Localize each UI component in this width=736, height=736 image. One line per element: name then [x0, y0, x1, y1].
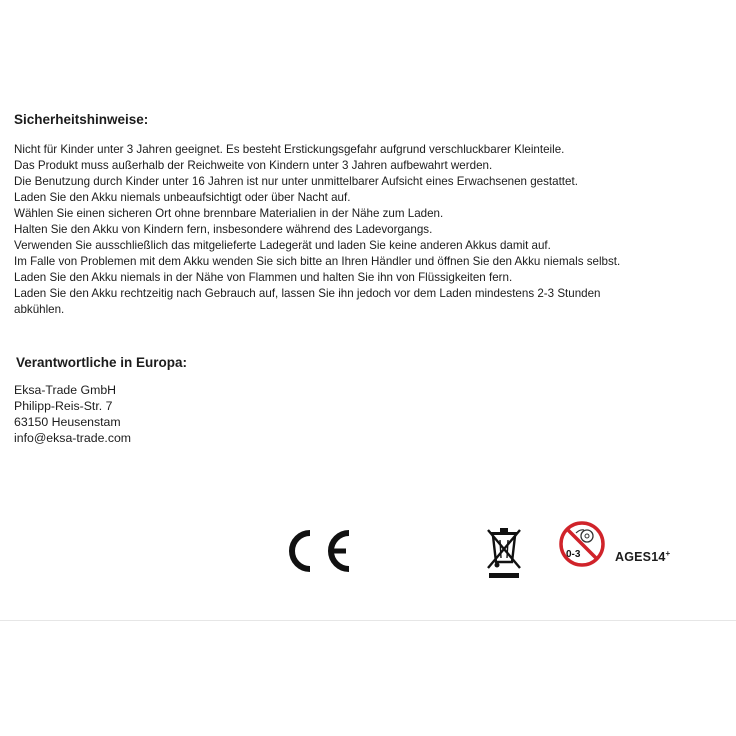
- email-address: info@eksa-trade.com: [14, 431, 132, 445]
- postal-city: 63150 Heusenstam: [14, 415, 121, 429]
- ages-number: 14: [651, 550, 666, 565]
- safety-line: Die Benutzung durch Kinder unter 16 Jahren ist nur unter unmittelbarer Aufsicht eines Erwachsenen gestattet.: [14, 175, 578, 188]
- crossed-out-wheelie-bin-icon: [484, 524, 524, 580]
- ce-c-shape: [292, 533, 310, 569]
- safety-line: Laden Sie den Akku rechtzeitig nach Gebrauch auf, lassen Sie ihn jedoch vor dem Laden mindestens 2-3 Stunden: [14, 287, 601, 300]
- safety-line: abkühlen.: [14, 303, 65, 316]
- bottom-divider: [0, 620, 736, 621]
- safety-line: Wählen Sie einen sicheren Ort ohne brennbare Materialien in der Nähe zum Laden.: [14, 207, 444, 220]
- not-for-0-3-years-icon: [556, 519, 610, 569]
- safety-line: Laden Sie den Akku niemals unbeaufsichtigt oder über Nacht auf.: [14, 191, 351, 204]
- ages-prefix: AGES: [615, 550, 652, 565]
- safety-line: Verwenden Sie ausschließlich das mitgelieferte Ladegerät und laden Sie keine anderen Akkus damit auf.: [14, 239, 551, 252]
- ce-marking-icon: [283, 527, 353, 575]
- safety-line: Das Produkt muss außerhalb der Reichweite von Kindern unter 3 Jahren aufbewahrt werden.: [14, 159, 493, 172]
- address-block: [14, 382, 131, 446]
- safety-line: Im Falle von Problemen mit dem Akku wenden Sie sich bitte an Ihren Händler und öffnen Sie den Akku niemals selbst.: [14, 255, 621, 268]
- ages-14-plus-label: [615, 549, 670, 564]
- safety-heading: Sicherheitshinweise:: [14, 112, 149, 127]
- safety-instructions-list: [14, 142, 620, 318]
- safety-line: Nicht für Kinder unter 3 Jahren geeignet. Es besteht Erstickungsgefahr aufgrund verschluckbarer Kleinteile.: [14, 143, 565, 156]
- company-name: Eksa-Trade GmbH: [14, 383, 117, 397]
- safety-line: Halten Sie den Akku von Kindern fern, insbesondere während des Ladevorgangs.: [14, 223, 433, 236]
- responsible-person-heading: Verantwortliche in Europa:: [16, 355, 188, 370]
- ages-suffix: +: [665, 549, 671, 558]
- street-address: Philipp-Reis-Str. 7: [14, 399, 113, 413]
- safety-line: Laden Sie den Akku niemals in der Nähe von Flammen und halten Sie ihn von Flüssigkeiten fern.: [14, 271, 513, 284]
- age-warning-text: 0-3: [566, 549, 581, 560]
